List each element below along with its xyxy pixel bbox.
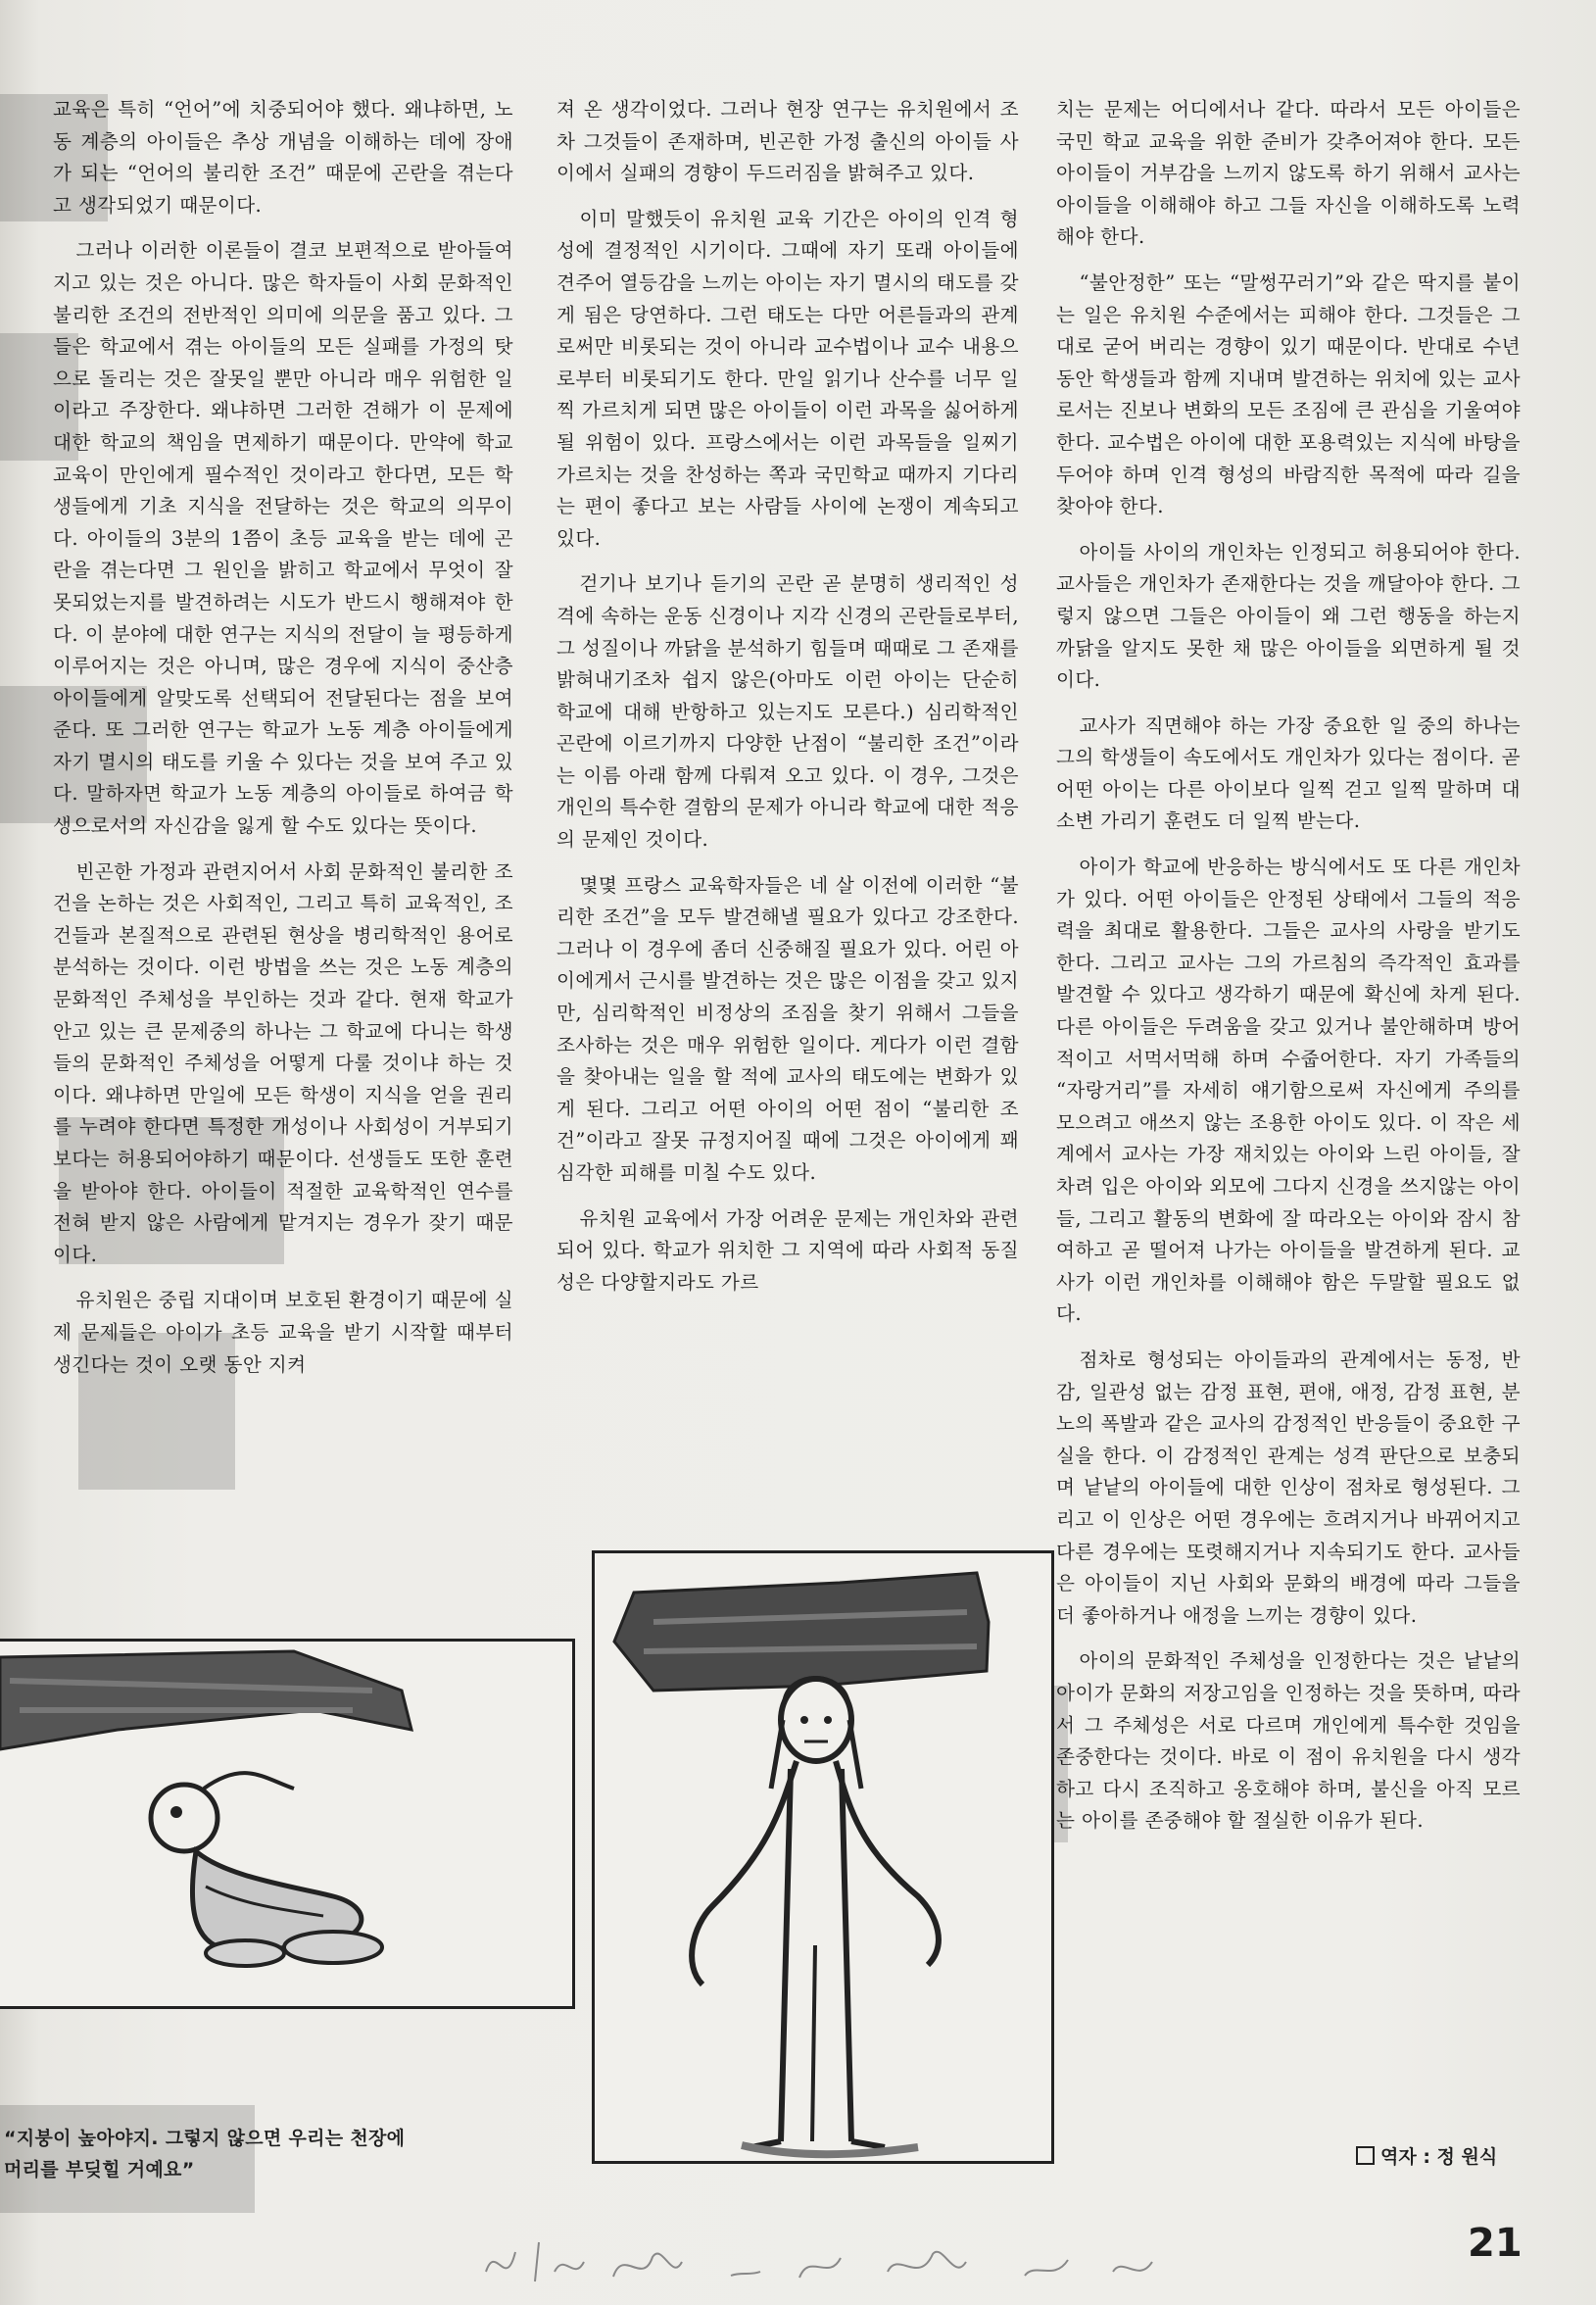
paragraph: 유치원 교육에서 가장 어려운 문제는 개인차와 관련되어 있다. 학교가 위치한 그 지역에 따라 사회적 동질성은 다양할지라도 가르 xyxy=(556,1206,1019,1294)
paragraph: 져 온 생각이었다. 그러나 현장 연구는 유치원에서 조차 그것들이 존재하며, 빈곤한 가정 출신의 아이들 사이에서 실패의 경향이 두드러짐을 밝혀주고 있다. xyxy=(556,98,1019,185)
tape-mark xyxy=(0,333,78,461)
tape-mark xyxy=(59,1117,284,1264)
drawing-illustration xyxy=(0,1642,572,2006)
caption-line: 머리를 부딪힐 거예요” xyxy=(4,2159,195,2181)
caption-line: “지붕이 높아야지. 그렇지 않으면 우리는 천장에 xyxy=(4,2128,406,2149)
paragraph: 빈곤한 가정과 관련지어서 사회 문화적인 불리한 조건을 논하는 것은 사회적인, 그리고 특히 교육적인, 조건들과 본질적으로 관련된 현상을 병리학적인 용어로 분석하는 것이다. 이런 방법을 쓰는 것은 노동 계층의 문화적인 주체성을 부인하는 것과 같다. 현재 학교가 안고 있는 큰 문제중의 하나는 그 학교에 다니는 학생들의 문화적인 주체성을 어떻게 다룰 것이냐 하는 것이다. 왜냐하면 만일에 모든 학생이 지식을 얻을 권리를 누려야 한다면 특정한 개성이나 사회성이 거부되기 보다는 허용되어야하기 때문이다. 선생들도 또한 훈련을 받아야 한다. 아이들이 적절한 교육학적인 연수를 전혀 받지 않은 사람에게 맡겨지는 경우가 잦기 때문이다. xyxy=(53,859,513,1266)
paragraph: 아이들 사이의 개인차는 인정되고 허용되어야 한다. 교사들은 개인차가 존재한다는 것을 깨달아야 한다. 그렇지 않으면 그들은 아이들이 왜 그런 행동을 하는지 까닭을 알지도 못한 채 많은 아이들을 외면하게 될 것이다. xyxy=(1056,540,1521,692)
paragraph: 아이의 문화적인 주체성을 인정한다는 것은 낱낱의 아이가 문화의 저장고임을 인정하는 것을 뜻하며, 따라서 그 주체성은 서로 다르며 개인에게 특수한 것임을 존중한다는 것이다. 바로 이 점이 유치원을 다시 생각하고 다시 조직하고 옹호해야 하며, 불신을 아직 모르는 아이를 존중해야 할 절실한 이유가 된다. xyxy=(1056,1649,1521,1833)
drawing-illustration xyxy=(595,1553,1051,2161)
paragraph: “불안정한” 또는 “말썽꾸러기”와 같은 딱지를 붙이는 일은 유치원 수준에서는 피해야 한다. 그것들은 그대로 굳어 버리는 경향이 있기 때문이다. 반대로 수년동안 학생들과 함께 지내며 발견하는 위치에 있는 교사로서는 진보나 변화의 모든 조짐에 큰 관심을 기울여야 한다. 교수법은 아이에 대한 포용력있는 지식에 바탕을 두어야 하며 인격 형성의 바람직한 목적에 따라 길을 찾아야 한다. xyxy=(1056,270,1521,518)
article-column-3 xyxy=(1056,94,1521,1851)
child-drawing-figure xyxy=(592,1550,1054,2164)
paragraph: 아이가 학교에 반응하는 방식에서도 또 다른 개인차가 있다. 어떤 아이들은 안정된 상태에서 그들의 적응력을 최대로 활용한다. 그들은 교사의 사랑을 받기도 한다. 그리고 교사는 그의 가르침의 즉각적인 효과를 발견할 수 있다고 생각하기 때문에 확신에 차게 된다. 다른 아이들은 두려움을 갖고 있거나 불안해하며 방어적이고 서먹서먹해 하며 수줍어한다. 자기 가족들의 “자랑거리”를 자세히 얘기함으로써 자신에게 주의를 모으려고 애쓰지 않는 조용한 아이도 있다. 이 작은 세계에서 교사는 가장 재치있는 아이와 느린 아이들, 잘 차려 입은 아이와 외모에 그다지 신경을 쓰지않는 아이들, 그리고 활동의 변화에 잘 따라오는 아이와 잠시 참여하고 곧 떨어져 나가는 아이들을 발견하게 된다. 교사가 이런 개인차를 이해해야 함은 두말할 필요도 없다. xyxy=(1056,856,1521,1326)
drawing-caption xyxy=(4,2123,553,2185)
tape-mark xyxy=(78,1333,235,1490)
paragraph: 점차로 형성되는 아이들과의 관계에서는 동정, 반감, 일관성 없는 감정 표현, 편애, 애정, 감정 표현, 분노의 폭발과 같은 교사의 감정적인 반응들이 중요한 구실을 한다. 이 감정적인 관계는 성격 판단으로 보충되며 낱낱의 아이들에 대한 인상이 점차로 형성된다. 그리고 이 인상은 어떤 경우에는 흐려지거나 바뀌어지고 다른 경우에는 또렷해지거나 지속되기도 한다. 교사들은 아이들이 지닌 사회와 문화의 배경에 따라 그들을 더 좋아하거나 애정을 느끼는 경향이 있다. xyxy=(1056,1348,1521,1627)
paragraph: 치는 문제는 어디에서나 같다. 따라서 모든 아이들은 국민 학교 교육을 위한 준비가 갖추어져야 한다. 모든 아이들이 거부감을 느끼지 않도록 하기 위해서 교사는 아이들을 이해해야 하고 그들 자신을 이해하도록 노력해야 한다. xyxy=(1056,98,1521,249)
translator-credit xyxy=(1356,2142,1497,2169)
paragraph: 이미 말했듯이 유치원 교육 기간은 아이의 인격 형성에 결정적인 시기이다. 그때에 자기 또래 아이들에 견주어 열등감을 느끼는 아이는 자기 멸시의 태도를 갖게 됨은 당연하다. 그런 태도는 다만 어른들과의 관계로써만 비롯되는 것이 아니라 교수법이나 교수 내용으로부터 비롯되기도 한다. 만일 읽기나 산수를 너무 일찍 가르치게 되면 많은 아이들이 이런 과목을 싫어하게 될 위험이 있다. 프랑스에서는 이런 과목들을 일찌기 가르치는 것을 찬성하는 쪽과 국민학교 때까지 기다리는 편이 좋다고 보는 사람들 사이에 논쟁이 계속되고 있다. xyxy=(556,207,1019,550)
paragraph: 교사가 직면해야 하는 가장 중요한 일 중의 하나는 그의 학생들이 속도에서도 개인차가 있다는 점이다. 곧 어떤 아이는 다른 아이보다 일찍 걷고 일찍 말하며 대소변 가리기 훈련도 더 일찍 받는다. xyxy=(1056,713,1521,833)
paragraph: 유치원은 중립 지대이며 보호된 환경이기 때문에 실제 문제들은 아이가 초등 교육을 받기 시작할 때부터 생긴다는 것이 오랫 동안 지켜 xyxy=(53,1289,513,1376)
paragraph: 그러나 이러한 이론들이 결코 보편적으로 받아들여지고 있는 것은 아니다. 많은 학자들이 사회 문화적인 불리한 조건의 전반적인 의미에 의문을 품고 있다. 그들은 학교에서 겪는 아이들의 모든 실패를 가정의 탓으로 돌리는 것은 잘못일 뿐만 아니라 매우 위험한 일이라고 주장한다. 왜냐하면 그러한 견해가 이 문제에 대한 학교의 책임을 면제하기 때문이다. 만약에 학교 교육이 만인에게 필수적인 것이라고 한다면, 모든 학생들에게 기초 지식을 전달하는 것은 학교의 의무이다. 아이들의 3분의 1쯤이 초등 교육을 받는 데에 곤란을 겪는다면 그 원인을 밝히고 학교에서 무엇이 잘못되었는지를 발견하려는 시도가 반드시 행해져야 한다. 이 분야에 대한 연구는 지식의 전달이 늘 평등하게 이루어지는 것은 아니며, 많은 경우에 지식이 중산층 아이들에게 알맞도록 선택되어 전달된다는 점을 보여준다. 또 그러한 연구는 학교가 노동 계층 아이들에게 자기 멸시의 태도를 키울 수 있다는 것을 보여 주고 있다. 말하자면 학교가 노동 계층의 아이들로 하여금 학생으로서의 자신감을 잃게 할 수도 있다는 뜻이다. xyxy=(53,239,513,838)
tape-mark xyxy=(0,94,108,221)
article-column-2 xyxy=(556,94,1019,1312)
paragraph: 몇몇 프랑스 교육학자들은 네 살 이전에 이러한 “불리한 조건”을 모두 발견해낼 필요가 있다고 강조한다. 그러나 이 경우에 좀더 신중해질 필요가 있다. 어린 아이에게서 근시를 발견하는 것은 많은 이점을 갖고 있지만, 심리학적인 비정상의 조짐을 찾기 위해서 그들을 조사하는 것은 매우 위험한 일이다. 게다가 이런 결함을 찾아내는 일을 할 적에 교사의 태도에는 변화가 있게 된다. 그리고 어떤 아이의 어떤 점이 “불리한 조건”이라고 잘못 규정지어질 때에 그것은 아이에게 꽤 심각한 피해를 미칠 수도 있다. xyxy=(556,873,1019,1184)
translator-label: 역자 : 정 원식 xyxy=(1380,2146,1498,2168)
pencil-scribble-mark xyxy=(476,2232,1221,2295)
paragraph: 교육은 특히 “언어”에 치중되어야 했다. 왜냐하면, 노동 계층의 아이들은 추상 개념을 이해하는 데에 장애가 되는 “언어의 불리한 조건” 때문에 곤란을 겪는다고 생각되었기 때문이다. xyxy=(53,98,513,217)
paragraph: 걷기나 보기나 듣기의 곤란 곧 분명히 생리적인 성격에 속하는 운동 신경이나 지각 신경의 곤란들로부터, 그 성질이나 까닭을 분석하기 힘들며 때때로 그 존재를 밝혀내기조차 쉽지 않은(아마도 이런 아이는 단순히 학교에 대해 반항하고 있는지도 모른다.) 심리학적인 곤란에 이르기까지 다양한 난점이 “불리한 조건”이라는 이름 아래 함께 다뤄져 오고 있다. 이 경우, 그것은 개인의 특수한 결함의 문제가 아니라 학교에 대한 적응의 문제인 것이다. xyxy=(556,572,1019,852)
square-bullet-icon xyxy=(1356,2146,1375,2165)
tape-mark xyxy=(0,686,147,823)
child-drawing-roof xyxy=(0,1639,575,2009)
page-number: 21 xyxy=(1468,2221,1523,2266)
